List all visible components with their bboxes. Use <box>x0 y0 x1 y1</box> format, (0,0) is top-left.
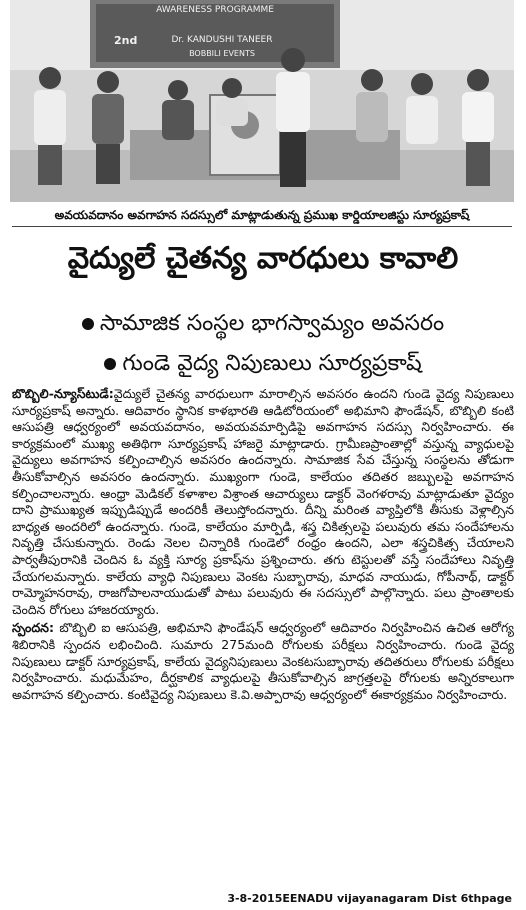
subheading-2-text: గుండె వైద్య నిపుణులు సూర్యప్రకాష్ <box>122 351 422 376</box>
bullet-icon <box>104 358 116 370</box>
banner-line-2: 2nd <box>114 34 138 47</box>
banner-line-4: BOBBILI EVENTS <box>189 49 255 58</box>
paragraph-2-text: బొబ్బిలి ఐ ఆసుపత్రి, అభిమాని ఫౌండేషన్ ఆధ్వర్యంలో ఆదివారం నిర్వహించిన ఉచిత ఆరోగ్య శిబిరానికి స్పందన లభించింది. సుమారు 275మంది రోగులకు పరీక్షలు నిర్వహించారు. గుండె వైద్య నిపుణులు డాక్టర్ సూర్యప్రకాష్, కాలేయ వైద్యనిపుణులు వెంకటసుబ్బారావు తదితరులు రోగులకు పరీక్షలు నిర్వహించారు. మధుమేహం, దీర్ఘకాలిక వ్యాధులపై తీసుకోవాల్సిన జాగ్రత్తలపై రోగులకు అన్నిరకాలుగా అవగాహన కల్పించారు. కంటివైద్య నిపుణులు కె.వి.అప్పారావు ఆధ్వర్యంలో ఈకార్యక్రమం నిర్వహించారు. <box>12 620 514 702</box>
subheading-1-text: సామాజిక సంస్థల భాగస్వామ్యం అవసరం <box>99 311 445 336</box>
headline: వైద్యులే చైతన్య వారధులు కావాలి <box>67 241 459 276</box>
event-photo <box>10 0 514 202</box>
banner-line-1: AWARENESS PROGRAMME <box>156 5 274 15</box>
banner-line-3: Dr. KANDUSHI TANEER <box>171 35 273 45</box>
subheading-1 <box>10 306 516 342</box>
section-lead: స్పందన: <box>12 620 54 636</box>
event-photo-image <box>10 0 514 202</box>
subheading-2 <box>10 346 516 382</box>
article-paragraph-2 <box>12 620 514 703</box>
photo-caption: అవయవదానం అవగాహన సదస్సులో మాట్లాడుతున్న ప్రముఖ కార్డియాలజిస్టు సూర్యప్రకాష్ <box>12 204 512 227</box>
source-footer: 3-8-2015EENADU vijayanagaram Dist 6thpage <box>227 892 512 905</box>
article-body <box>12 386 514 705</box>
article-paragraph-1 <box>12 386 514 618</box>
paragraph-1-text: వైద్యులే చైతన్య వారధులుగా మారాల్సిన అవసరం ఉందని గుండె వైద్య నిపుణులు సూర్యప్రకాష్ అన్నారు. ఆదివారం స్థానిక కాళభారతి ఆడిటోరియంలో అభిమాని ఫౌండేషన్, బొబ్బిలి కంటి ఆసుపత్రి ఆధ్వర్యంలో అవయవదానం, అవయవమార్పిడిపై అవగాహన సదస్సు నిర్వహించారు. ఈ కార్యక్రమంలో ముఖ్య అతిథిగా సూర్యప్రకాష్ హాజరై మాట్లాడారు. గ్రామీణప్రాంతాల్లో వస్తున్న వ్యాధులపై వైద్యులు అవగాహన కల్పించాల్సిన అవసరం ఉందన్నారు. సామాజిక సేవ చేస్తున్న సంస్థలను తోడుగా తీసుకోవాల్సిన అవసరం ఉందన్నారు. ముఖ్యంగా గుండె, కాలేయం తదితర జబ్బులపై అవగాహన కల్పించాలన్నారు. ఆంధ్రా మెడికల్ కళాశాల విశ్రాంత ఆచార్యులు డాక్టర్ వెంగళరావు మాట్లాడుతూ వైద్యం దాని ప్రాముఖ్యత ఇప్పుడిప్పుడే అందరికీ తెలుస్తోందన్నారు. దీన్ని మరింత వ్యాప్తిలోకి తీసుకు వెళ్లాల్సిన బాధ్యత అందరిలో ఉందన్నారు. గుండె, కాలేయం మార్పిడి, శస్త్ర చికిత్సలపై పలువురు తమ సందేహాలను నివృత్తి చేసుకున్నారు. రెండు నెలల చిన్నారికి గుండెలో రంధ్రం ఉందని, ఎలా శస్త్రచికిత్స చేయాలని పార్వతీపురానికి చెందిన ఓ వ్యక్తి సూర్య ప్రకాష్‌ను ప్రశ్నించారు. తగు టెస్టులతో వస్తే సందేహాలు నివృత్తి చేయగలమన్నారు. కాలేయ వ్యాధి నిపుణులు వెంకట సుబ్బారావు, మాధవ నాయుడు, గోపీనాథ్, డాక్టర్ రామ్మోహనరావు, రాజగోపాలనాయుడుతో పాటు పలువురు ఈ సదస్సులో పాల్గొన్నారు. పలు ప్రాంతాలకు చెందిన రోగులు హాజరయ్యారు. <box>12 386 514 617</box>
bullet-icon <box>82 318 94 330</box>
dateline: బొబ్బిలి-న్యూస్‌టుడే: <box>12 386 114 401</box>
